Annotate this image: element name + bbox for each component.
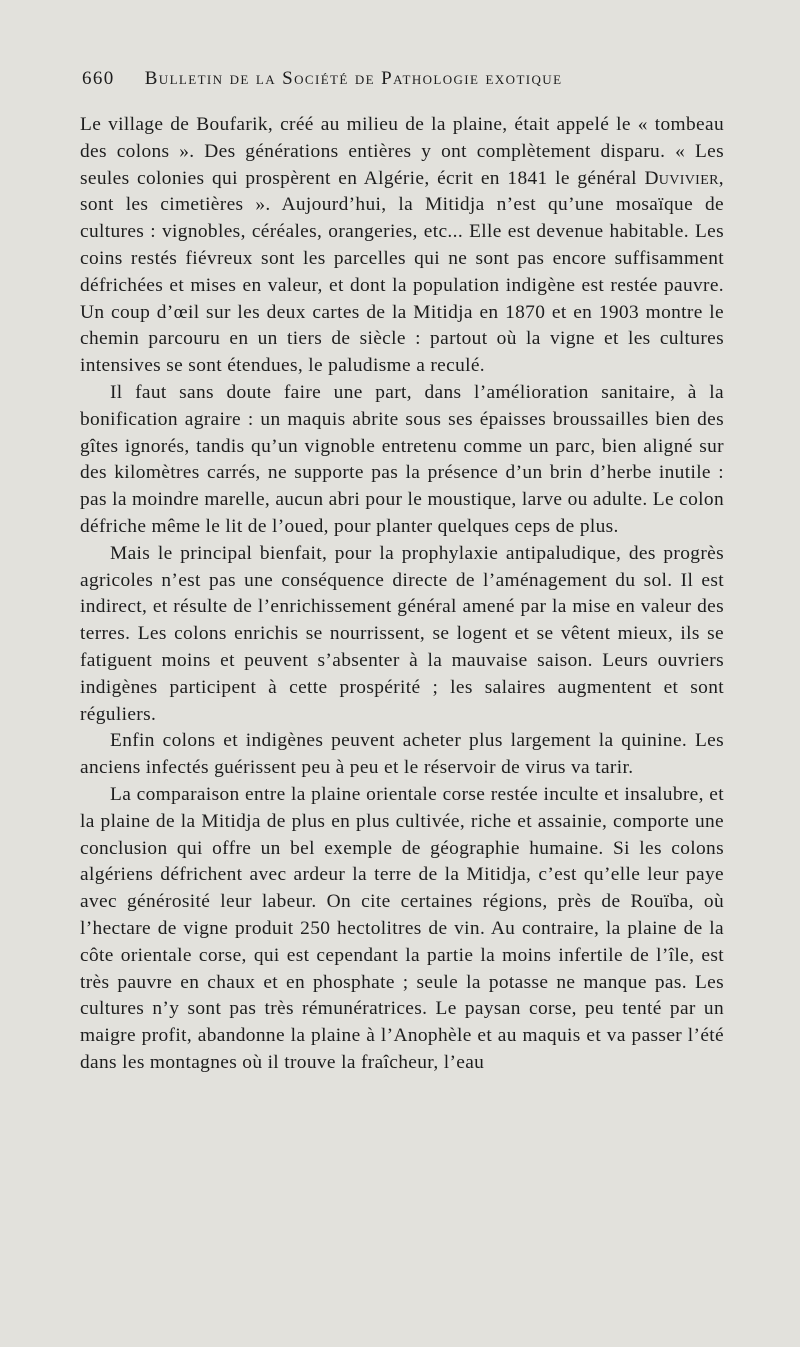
- paragraph-text: Le village de Boufarik, créé au milieu de la plaine, était appelé le « tombeau des colons ». Des générations entières y ont complètement disparu. « Les seules colonies qui prospèrent en Algérie, écrit en 1841 le général: [80, 114, 724, 189]
- paragraph: [80, 112, 724, 380]
- journal-title: Bulletin de la Société de Pathologie exotique: [144, 68, 563, 89]
- article-body: [80, 112, 724, 1077]
- paragraph: La comparaison entre la plaine orientale corse restée inculte et insalubre, et la plaine de la Mitidja de plus en plus cultivée, riche et assainie, comporte une conclusion qui offre un bel exemple de géographie humaine. Si les colons algériens défrichent avec ardeur la terre de la Mitidja, c’est qu’elle leur paye avec générosité leur labeur. On cite certaines régions, près de Rouïba, où l’hectare de vigne produit 250 hectolitres de vin. Au contraire, la plaine de la côte orientale corse, qui est cependant la partie la moins infertile de l’île, est très pauvre en chaux et en phosphate ; seule la potasse ne manque pas. Les cultures n’y sont pas très rémunératrices. Le paysan corse, peu tenté par un maigre profit, abandonne la plaine à l’Anophèle et au maquis et va passer l’été dans les montagnes où il trouve la fraîcheur, l’eau: [80, 783, 724, 1073]
- paragraph-text: , sont les cimetières ». Aujourd’hui, la Mitidja n’est qu’une mosaïque de cultures : vignobles, céréales, orangeries, etc... Elle est devenue habitable. Les coins restés fiévreux sont les parcelles qui ne sont pas encore suffisamment défrichées et mises en valeur, et dont la population indigène est restée pauvre. Un coup d’œil sur les deux cartes de la Mitidja en 1870 et en 1903 montre le chemin parcouru en un tiers de siècle : partout où la vigne et les cultures intensives se sont étendues, le paludisme a reculé.: [80, 167, 724, 377]
- running-header: [82, 68, 712, 90]
- page-number: 660: [82, 68, 115, 89]
- author-name: Duvivier: [644, 167, 719, 189]
- paragraph: Mais le principal bienfait, pour la prophylaxie antipaludique, des progrès agricoles n’est pas une conséquence directe de l’aménagement du sol. Il est indirect, et résulte de l’enrichissement général amené par la mise en valeur des terres. Les colons enrichis se nourrissent, se logent et se vêtent mieux, ils se fatiguent moins et peuvent s’absenter à la mauvaise saison. Leurs ouvriers indigènes participent à cette prospérité ; les salaires augmentent et sont réguliers.: [80, 542, 724, 725]
- paragraph: Enfin colons et indigènes peuvent acheter plus largement la quinine. Les anciens infectés guérissent peu à peu et le réservoir de virus va tarir.: [80, 730, 724, 779]
- paragraph: Il faut sans doute faire une part, dans l’amélioration sanitaire, à la bonification agraire : un maquis abrite sous ses épaisses broussailles bien des gîtes ignorés, tandis qu’un vignoble entretenu comme un parc, bien aligné sur des kilomètres carrés, ne supporte pas la présence d’un brin d’herbe inutile : pas la moindre marelle, aucun abri pour le moustique, larve ou adulte. Le colon défriche même le lit de l’oued, pour planter quelques ceps de plus.: [80, 381, 724, 537]
